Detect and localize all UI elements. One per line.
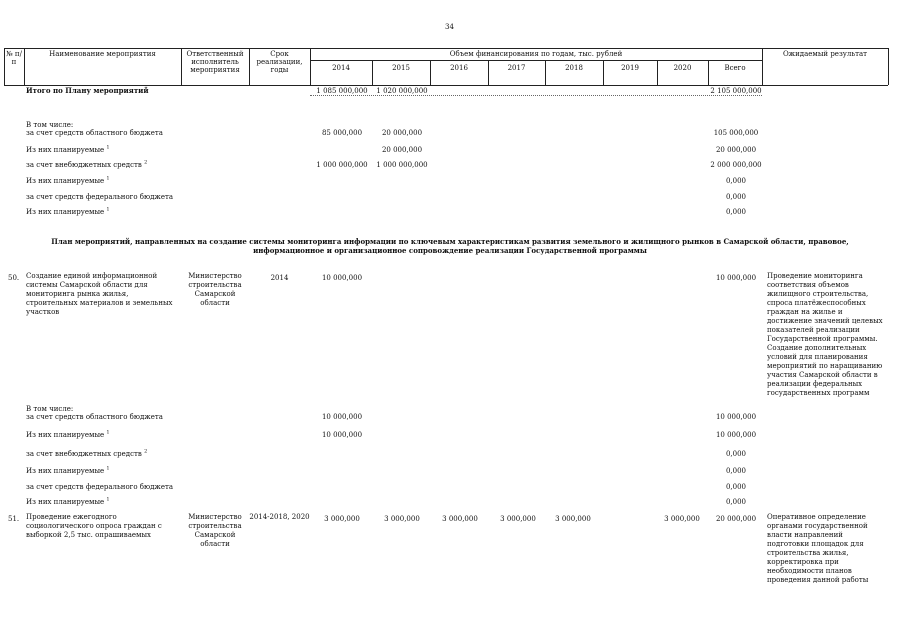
header-year: 2019 <box>621 64 639 72</box>
item50-total: 10 000,000 <box>715 274 757 282</box>
header-year: 2017 <box>507 64 526 72</box>
total-incl-label: В том числе: <box>26 121 74 129</box>
item50-row-label: Из них планируемые $^1$ <box>26 429 110 439</box>
total-underline <box>310 95 762 96</box>
item51-name: Проведение ежегодного социологического опроса граждан с выборкой 2,5 тыс. опрашиваемых <box>26 513 162 539</box>
page-number: 34 <box>445 23 454 31</box>
header-year: 2015 <box>392 64 410 72</box>
breakdown-row-label: за счет средств федерального бюджета <box>26 193 174 201</box>
item50-row-label: Из них планируемые $^1$ <box>26 496 110 506</box>
breakdown-row-label: за счет внебюджетных средств $^2$ <box>26 159 148 169</box>
breakdown-row-total: 0,000 <box>725 177 747 185</box>
header-years-line <box>310 60 762 61</box>
item51-2018: 3 000,000 <box>555 515 591 523</box>
breakdown-row-label: Из них планируемые $^1$ <box>26 206 110 216</box>
breakdown-row-2015: 20 000,000 <box>381 146 423 154</box>
total-all: 2 105 000,000 <box>710 87 762 95</box>
header-col-no: № п/п <box>6 50 22 66</box>
item50-row-total: 0,000 <box>725 498 747 506</box>
breakdown-row-2014: 85 000,000 <box>321 129 363 137</box>
item50-row-2014: 10 000,000 <box>321 431 363 439</box>
header-top-line <box>4 48 888 49</box>
item50-row-label: за счет внебюджетных средств $^2$ <box>26 448 148 458</box>
header-col-responsible: Ответственный исполнитель мероприятия <box>186 50 244 74</box>
item51-2016: 3 000,000 <box>442 515 478 523</box>
header-year: 2014 <box>332 64 350 72</box>
item50-row-total: 10 000,000 <box>715 431 757 439</box>
breakdown-row-label: Из них планируемые $^1$ <box>26 175 110 185</box>
breakdown-row-2015: 20 000,000 <box>381 129 423 137</box>
breakdown-row-total: 105 000,000 <box>713 129 759 137</box>
header-col-funding: Объем финансирования по годам, тыс. рублей <box>449 50 623 58</box>
item51-term: 2014-2018, 2020 <box>249 513 310 521</box>
breakdown-row-label: Из них планируемые $^1$ <box>26 144 110 154</box>
breakdown-row-2014: 1 000 000,000 <box>316 161 368 169</box>
header-col-term: Срок реализации, годы <box>256 50 303 74</box>
item50-no: 50. <box>8 274 20 282</box>
item50-incl-label: В том числе: <box>26 405 74 413</box>
item50-row-label: за счет средств областного бюджета <box>26 413 163 421</box>
item50-row-total: 0,000 <box>725 450 747 458</box>
item51-result: Оперативное определение органами государственной власти направлений подготовки площадок для строительства жилья, корректировка при необходимости планов проведения данной работы <box>767 513 869 584</box>
item50-responsible: Министерство строительства Самарской области <box>188 272 242 307</box>
breakdown-row-total: 2 000 000,000 <box>710 161 762 169</box>
header-col-result: Ожидаемый результат <box>782 50 868 58</box>
item50-row-total: 0,000 <box>725 467 747 475</box>
header-year: 2016 <box>450 64 468 72</box>
item51-total: 20 000,000 <box>715 515 757 523</box>
total-2015: 1 020 000,000 <box>376 87 428 95</box>
breakdown-row-total: 0,000 <box>725 193 747 201</box>
item51-2017: 3 000,000 <box>500 515 536 523</box>
header-year: 2018 <box>565 64 583 72</box>
item50-row-2014: 10 000,000 <box>321 413 363 421</box>
item50-row-total: 10 000,000 <box>715 413 757 421</box>
breakdown-row-total: 20 000,000 <box>715 146 757 154</box>
header-year-total: Всего <box>724 64 746 72</box>
header-col-name: Наименование мероприятия <box>49 50 156 58</box>
item50-row-total: 0,000 <box>725 483 747 491</box>
item50-2014: 10 000,000 <box>321 274 363 282</box>
item51-2020: 3 000,000 <box>664 515 700 523</box>
item50-term: 2014 <box>270 274 289 282</box>
breakdown-row-total: 0,000 <box>725 208 747 216</box>
item51-2014: 3 000,000 <box>324 515 360 523</box>
total-label: Итого по Плану мероприятий <box>26 86 149 95</box>
item51-2015: 3 000,000 <box>384 515 420 523</box>
breakdown-row-2015: 1 000 000,000 <box>376 161 428 169</box>
header-vline <box>888 48 889 85</box>
item51-responsible: Министерство строительства Самарской области <box>188 513 242 548</box>
total-2014: 1 085 000,000 <box>316 87 368 95</box>
item50-result: Проведение мониторинга соответствия объемов жилищного строительства, спроса платёжеспособных граждан на жилье и достижение значений целевых показателей реализации Государственной программы. Создание дополнительных условий для планирования мероприятий по наращиванию участия Самарской области в реализации федеральных государственных программ <box>767 272 883 397</box>
item50-row-label: Из них планируемые $^1$ <box>26 465 110 475</box>
item50-name: Создание единой информационной системы Самарской области для мониторинга рынка жилья, строительных материалов и земельных участков <box>26 272 173 316</box>
breakdown-row-label: за счет средств областного бюджета <box>26 129 163 137</box>
header-year: 2020 <box>673 64 692 72</box>
item50-row-label: за счет средств федерального бюджета <box>26 483 174 491</box>
item51-no: 51. <box>8 515 20 523</box>
section-title: План мероприятий, направленных на создание системы мониторинга информации по ключевым характеристикам развития земельного и жилищного рынков в Самарской области, правовое, информационное и организационное сопровождение реализации Государственной программы <box>51 237 849 255</box>
